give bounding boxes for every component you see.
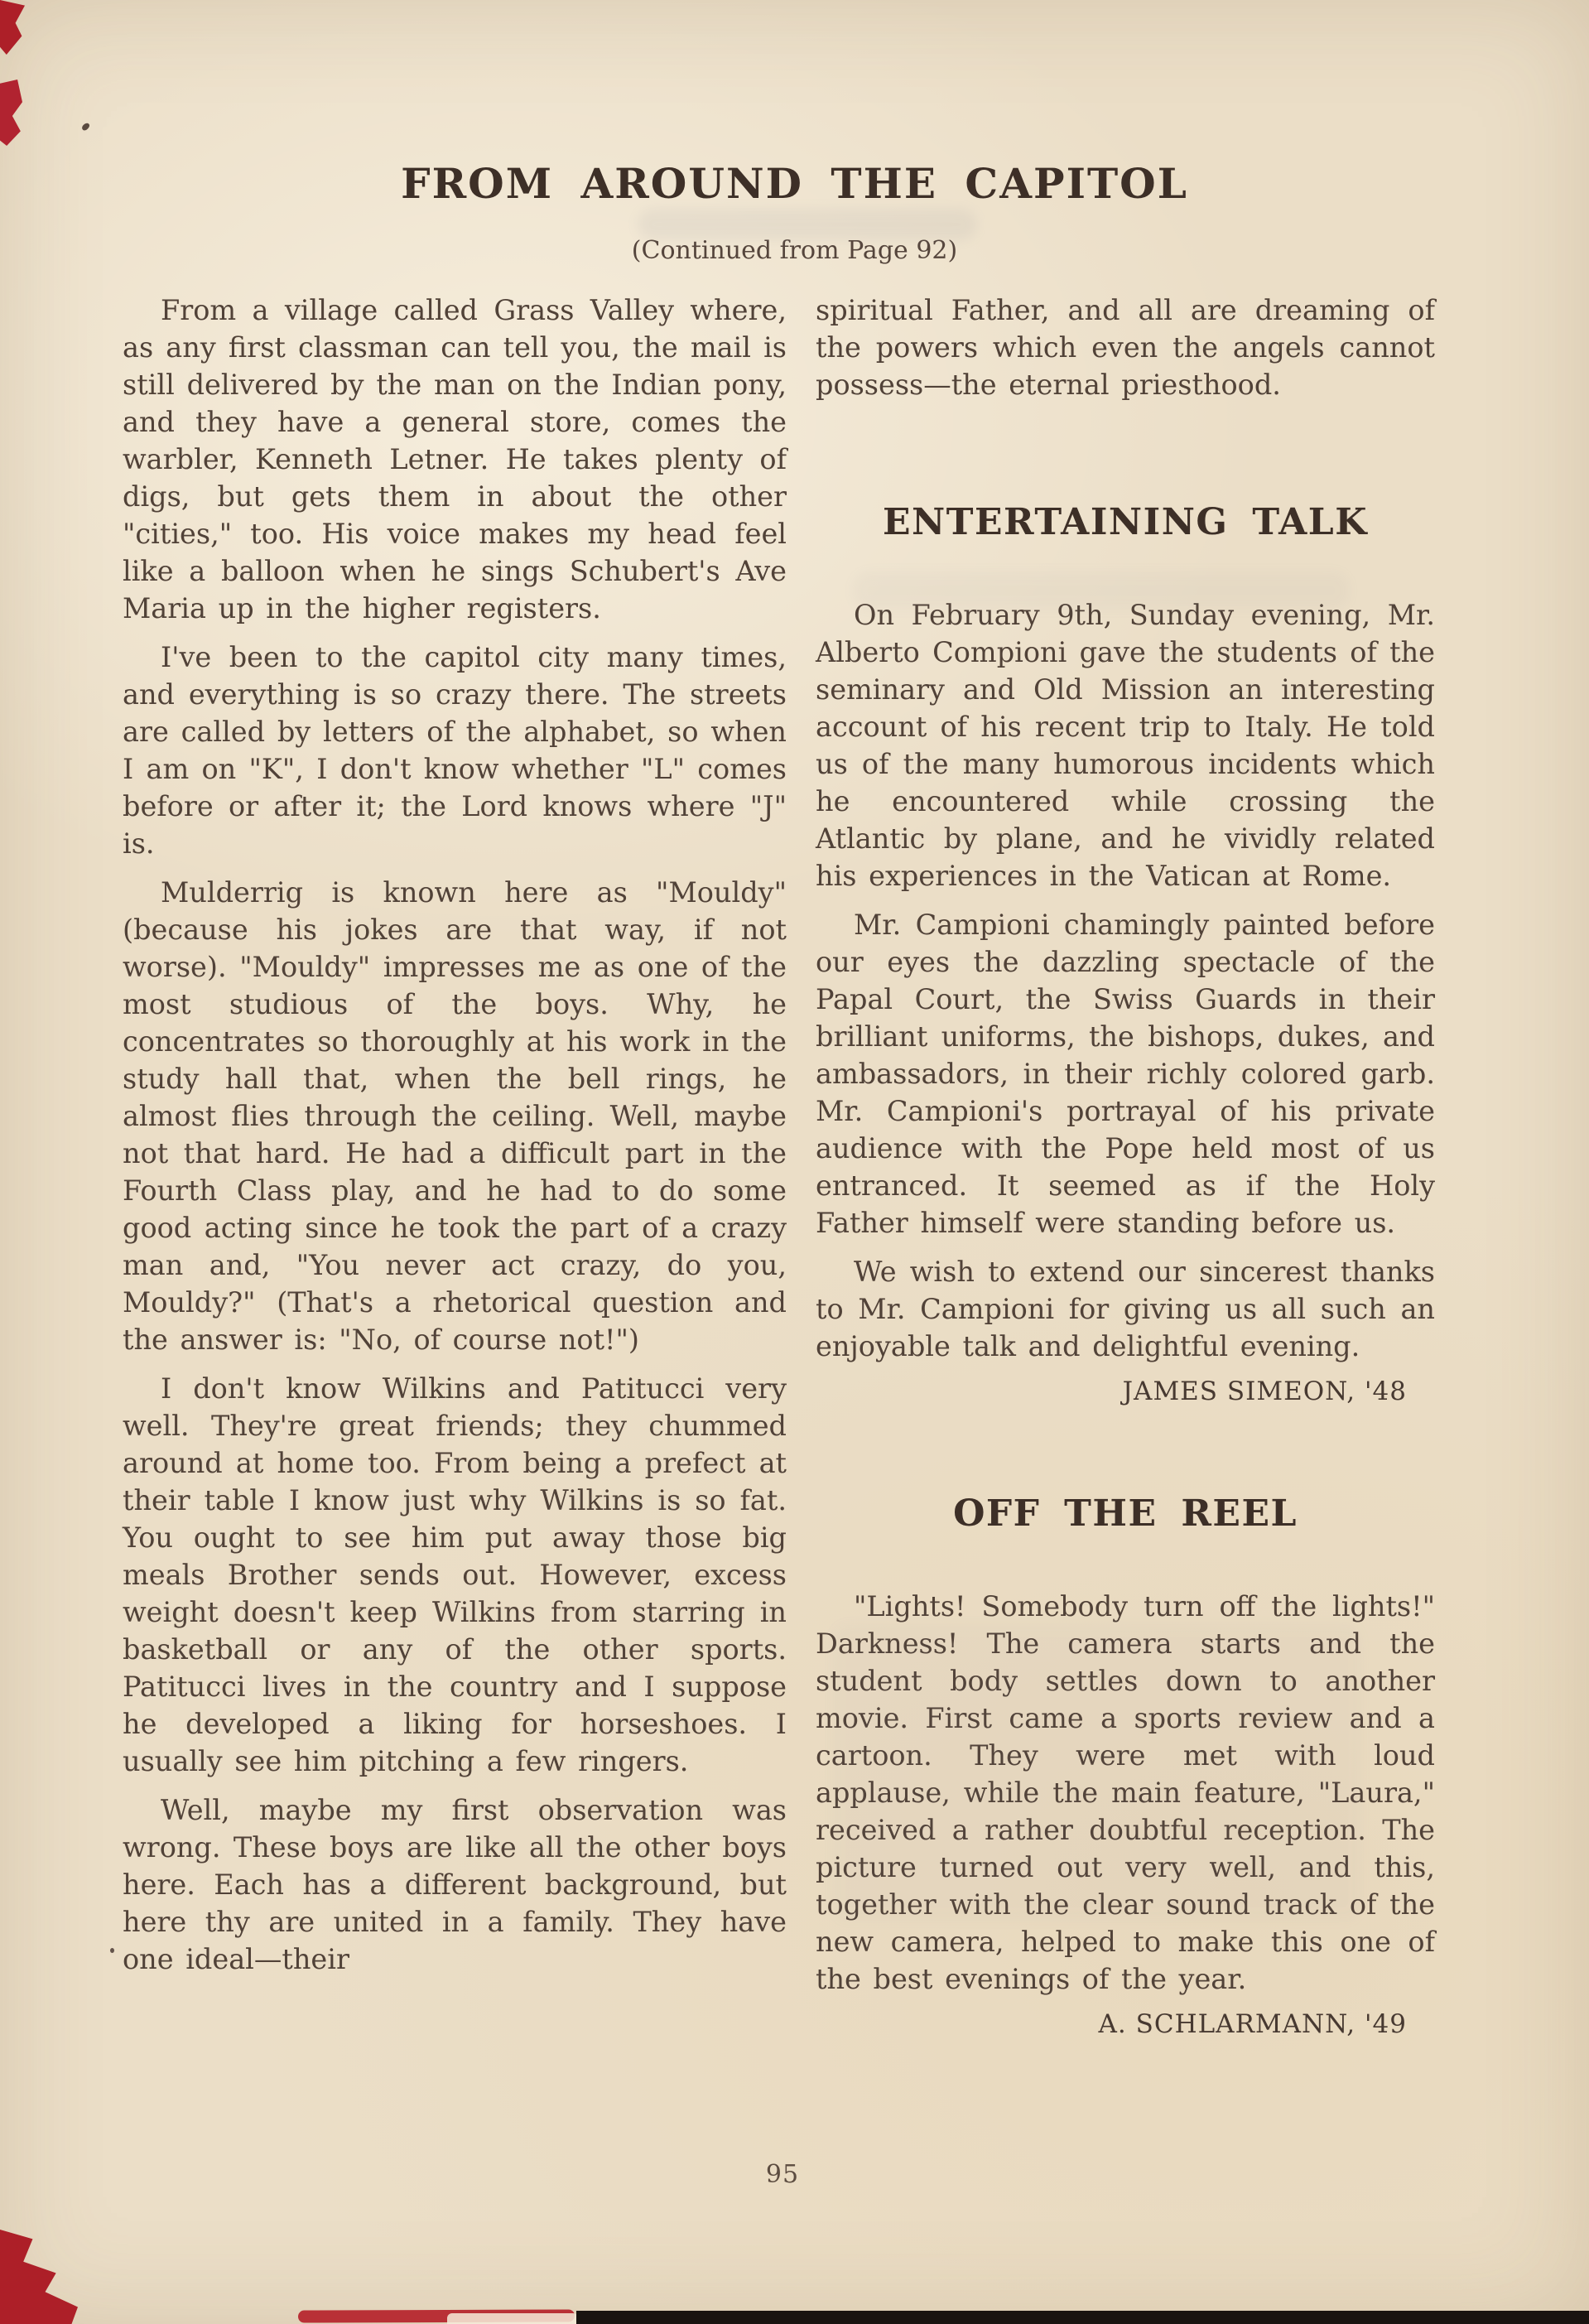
paragraph: I've been to the capitol city many times, and everything is so crazy there. The streets are called by letters of the alphabet, so when I am on "K", I don't know whether "L" comes before or after it; the Lord knows where "J" is.: [123, 641, 787, 860]
show-through-smudge-1: [638, 209, 977, 240]
ink-speck-1: [81, 122, 91, 132]
ink-speck-2: [110, 1948, 114, 1953]
page-subtitle: (Continued from Page 92): [631, 236, 958, 265]
paragraph: "Lights! Somebody turn off the lights!" Darkness! The camera starts and the student body settles down to another movie. First came a sports review and a cartoon. They were met with loud applause, while the main feature, "Laura," received a rather doubtful reception. The picture turned out very well, and this, together with the clear sound track of the new camera, helped to make this one of the best evenings of the year.: [816, 1590, 1435, 1995]
red-ink-mark-bottom-corner: [0, 2230, 78, 2324]
scan-edge-bar: [576, 2311, 1589, 2324]
paragraph: Well, maybe my first observation was wrong. These boys are like all the other boys here. Each has a different background, but here thy are united in a family. They have one ideal—their: [123, 1794, 787, 1975]
page-number: 95: [765, 2160, 800, 2189]
byline: JAMES SIMEON, '48: [1122, 1377, 1407, 1406]
paragraph: Mr. Campioni chamingly painted before our eyes the dazzling spectacle of the Papal Court, the Swiss Guards in their brilliant uniforms, the bishops, dukes, and ambassadors, in their richly colored garb. Mr. Campioni's portrayal of his private audience with the Pope held most of us entranced. It seemed as if the Holy Father himself were standing before us.: [816, 909, 1435, 1239]
paragraph: We wish to extend our sincerest thanks to Mr. Campioni for giving us all such an enjoyable talk and delightful evening.: [816, 1256, 1435, 1362]
section-heading: OFF THE REEL: [953, 1492, 1298, 1535]
red-ink-mark-top-1: [0, 0, 25, 55]
paragraph: Mulderrig is known here as "Mouldy" (because his jokes are that way, if not worse). "Mouldy" impresses me as one of the most studious of the boys. Why, he concentrates so thoroughly at his work in the study hall that, when the bell rings, he almost flies through the ceiling. Well, maybe not that hard. He had a difficult part in the Fourth Class play, and he had to do some good acting since he took the part of a crazy man and, "You never act crazy, do you, Mouldy?" (That's a rhetorical question and the answer is: "No, of course not!"): [123, 876, 787, 1356]
red-ink-mark-top-2: [0, 80, 22, 146]
paragraph: From a village called Grass Valley where, as any first classman can tell you, the mail is still delivered by the man on the Indian pony, and they have a general store, comes the warbler, Kenneth Letner. He takes plenty of digs, but gets them in about the other "cities," too. His voice makes my head feel like a balloon when he sings Schubert's Ave Maria up in the higher registers.: [123, 294, 787, 624]
byline: A. SCHLARMANN, '49: [1098, 2009, 1407, 2039]
section-paragraphs: [816, 596, 1435, 1365]
section-entertaining-talk: [816, 501, 1435, 1406]
paragraph: I don't know Wilkins and Patitucci very well. They're great friends; they chummed around at home too. From being a prefect at their table I know just why Wilkins is so fat. You ought to see him put away those big meals Brother sends out. However, excess weight doesn't keep Wilkins from starring in basketball or any of the other sports. Patitucci lives in the country and I suppose he developed a liking for horseshoes. I usually see him pitching a few ringers.: [123, 1372, 787, 1777]
paragraph: On February 9th, Sunday evening, Mr. Alberto Compioni gave the students of the seminary and Old Mission an interesting account of his recent trip to Italy. He told us of the many humorous incidents which he encountered while crossing the Atlantic by plane, and he vividly related his experiences in the Vatican at Rome.: [816, 599, 1435, 892]
paper-chip: [447, 2313, 578, 2324]
show-through-smudge-3: [832, 1623, 1362, 1921]
continuation-paragraph: spiritual Father, and all are dreaming of the powers which even the angels cannot possess—the eternal priesthood.: [816, 294, 1435, 401]
page-title: FROM AROUND THE CAPITOL: [401, 159, 1188, 208]
show-through-smudge-2: [853, 571, 1350, 610]
section-heading: ENTERTAINING TALK: [883, 501, 1368, 543]
left-column: [123, 292, 787, 1989]
